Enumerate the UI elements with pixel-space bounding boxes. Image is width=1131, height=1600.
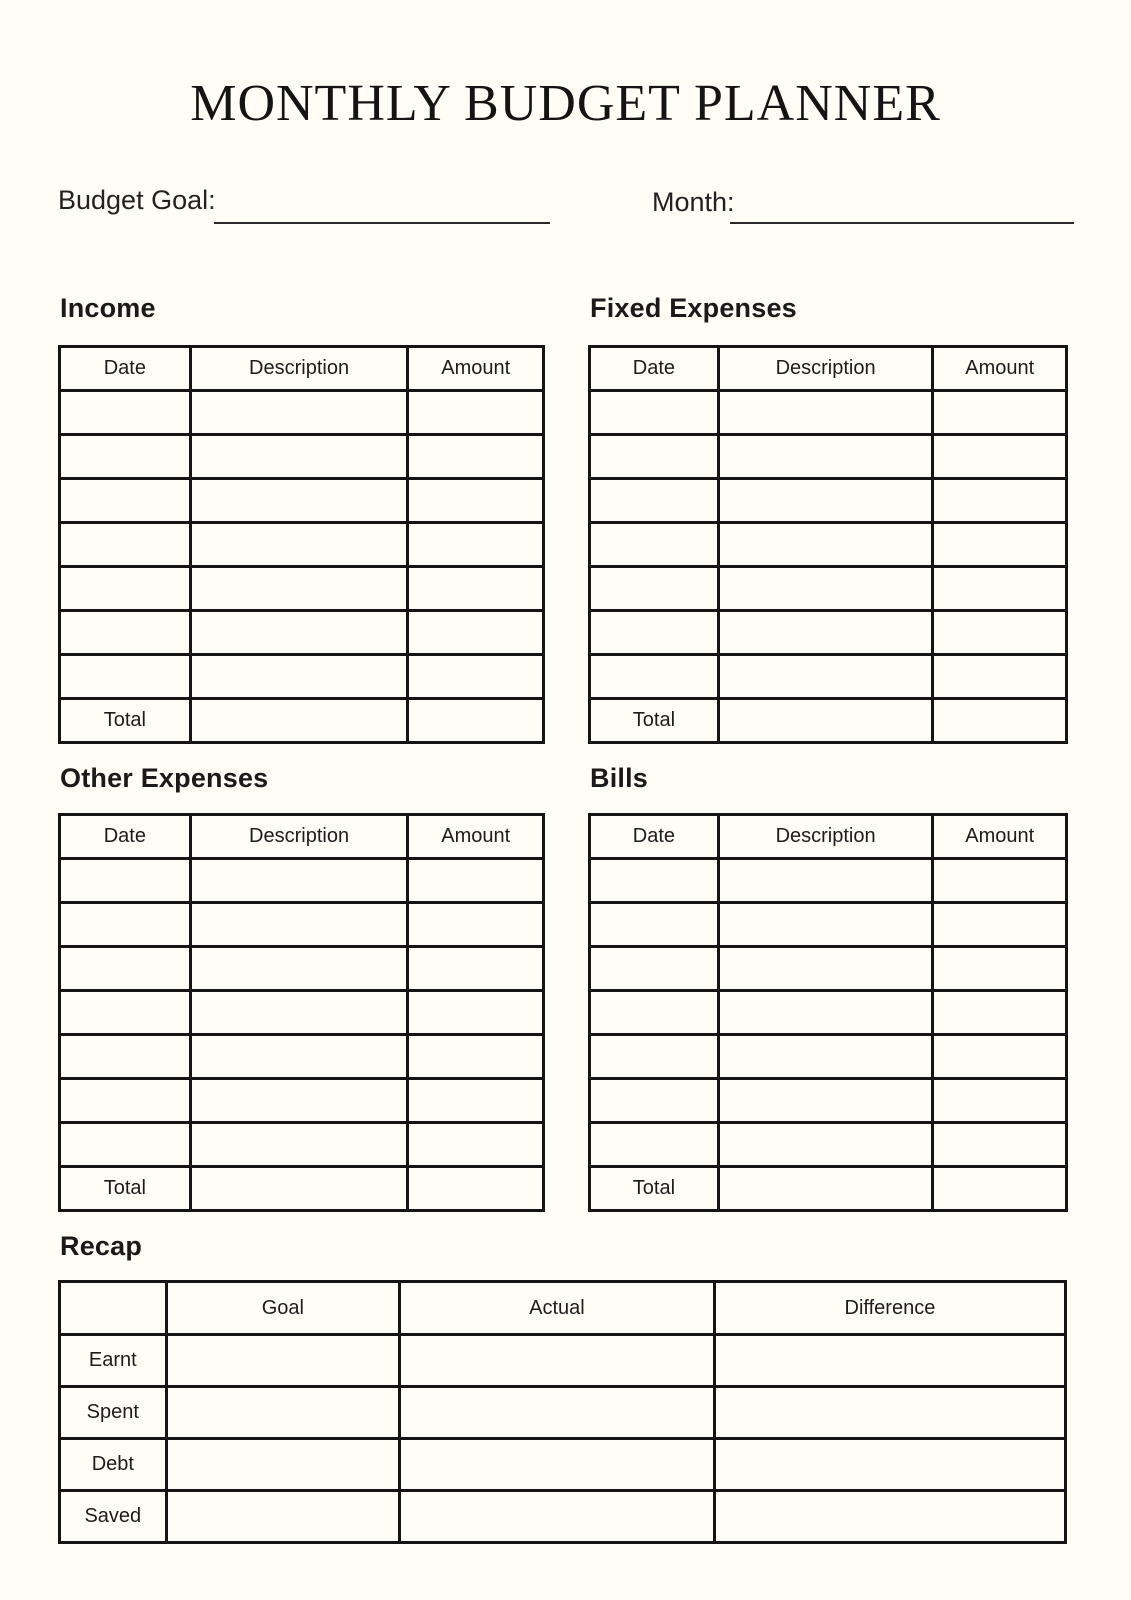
entry-cell[interactable] <box>590 1079 719 1123</box>
entry-row <box>60 903 544 947</box>
entry-cell[interactable] <box>190 435 408 479</box>
entry-cell[interactable] <box>590 655 719 699</box>
entry-cell[interactable] <box>933 435 1067 479</box>
entry-cell[interactable] <box>408 523 544 567</box>
entry-cell[interactable] <box>190 1035 408 1079</box>
header-row <box>590 347 1067 391</box>
entry-cell[interactable] <box>933 479 1067 523</box>
recap-column-difference: Difference <box>714 1282 1065 1335</box>
income-heading: Income <box>60 293 156 323</box>
total-description-cell[interactable] <box>190 699 408 743</box>
entry-cell[interactable] <box>60 991 191 1035</box>
bills-table <box>588 813 1068 1212</box>
recap-row-saved <box>60 1491 1066 1543</box>
recap-row-earnt <box>60 1335 1066 1387</box>
entry-cell[interactable] <box>408 947 544 991</box>
entry-cell[interactable] <box>190 903 408 947</box>
entry-cell[interactable] <box>718 1035 933 1079</box>
recap-cell[interactable] <box>400 1491 715 1543</box>
total-description-cell[interactable] <box>718 1167 933 1211</box>
recap-cell[interactable] <box>714 1387 1065 1439</box>
entry-cell[interactable] <box>933 655 1067 699</box>
entry-cell[interactable] <box>190 655 408 699</box>
entry-row <box>60 567 544 611</box>
entry-cell[interactable] <box>718 859 933 903</box>
entry-row <box>590 1123 1067 1167</box>
entry-cell[interactable] <box>590 903 719 947</box>
recap-cell[interactable] <box>166 1439 399 1491</box>
entry-cell[interactable] <box>408 655 544 699</box>
entry-cell[interactable] <box>718 435 933 479</box>
other-expenses-section <box>58 760 545 1212</box>
recap-row-label: Spent <box>60 1387 167 1439</box>
column-header-amount: Amount <box>408 347 544 391</box>
entry-cell[interactable] <box>60 859 191 903</box>
recap-row-label: Earnt <box>60 1335 167 1387</box>
total-amount-cell[interactable] <box>408 699 544 743</box>
income-section <box>58 290 545 744</box>
recap-cell[interactable] <box>166 1387 399 1439</box>
entry-row <box>60 1123 544 1167</box>
total-label: Total <box>60 1167 191 1211</box>
column-header-amount: Amount <box>933 347 1067 391</box>
entry-cell[interactable] <box>190 479 408 523</box>
entry-row <box>590 655 1067 699</box>
column-header-date: Date <box>590 815 719 859</box>
entry-row <box>60 655 544 699</box>
entry-cell[interactable] <box>590 391 719 435</box>
recap-section <box>58 1228 1067 1544</box>
entry-cell[interactable] <box>60 523 191 567</box>
entry-cell[interactable] <box>933 1079 1067 1123</box>
budget-goal-label: Budget Goal: <box>58 185 216 215</box>
total-label: Total <box>590 699 719 743</box>
entry-cell[interactable] <box>60 1035 191 1079</box>
total-row <box>590 699 1067 743</box>
entry-cell[interactable] <box>190 391 408 435</box>
entry-cell[interactable] <box>408 903 544 947</box>
entry-cell[interactable] <box>60 655 191 699</box>
total-row <box>590 1167 1067 1211</box>
header-row <box>60 347 544 391</box>
recap-cell[interactable] <box>714 1491 1065 1543</box>
entry-row <box>60 435 544 479</box>
entry-cell[interactable] <box>190 567 408 611</box>
entry-cell[interactable] <box>590 611 719 655</box>
month-input[interactable] <box>730 186 1074 224</box>
entry-cell[interactable] <box>718 479 933 523</box>
entry-row <box>590 1035 1067 1079</box>
recap-corner-cell <box>60 1282 167 1335</box>
total-description-cell[interactable] <box>718 699 933 743</box>
entry-row <box>590 523 1067 567</box>
entry-row <box>60 523 544 567</box>
entry-cell[interactable] <box>590 567 719 611</box>
recap-column-actual: Actual <box>400 1282 715 1335</box>
other-expenses-table <box>58 813 545 1212</box>
entry-cell[interactable] <box>933 1123 1067 1167</box>
entry-row <box>590 391 1067 435</box>
entry-cell[interactable] <box>190 859 408 903</box>
entry-row <box>60 611 544 655</box>
column-header-date: Date <box>60 815 191 859</box>
total-row <box>60 699 544 743</box>
entry-cell[interactable] <box>718 391 933 435</box>
entry-row <box>590 479 1067 523</box>
entry-cell[interactable] <box>408 1035 544 1079</box>
entry-cell[interactable] <box>718 611 933 655</box>
entry-cell[interactable] <box>60 947 191 991</box>
entry-cell[interactable] <box>190 1123 408 1167</box>
total-amount-cell[interactable] <box>933 1167 1067 1211</box>
entry-cell[interactable] <box>408 859 544 903</box>
entry-cell[interactable] <box>933 1035 1067 1079</box>
entry-cell[interactable] <box>190 947 408 991</box>
entry-cell[interactable] <box>60 1123 191 1167</box>
total-description-cell[interactable] <box>190 1167 408 1211</box>
entry-cell[interactable] <box>933 903 1067 947</box>
entry-cell[interactable] <box>590 859 719 903</box>
entry-cell[interactable] <box>408 567 544 611</box>
recap-row-spent <box>60 1387 1066 1439</box>
entry-cell[interactable] <box>933 391 1067 435</box>
entry-cell[interactable] <box>408 991 544 1035</box>
entry-row <box>60 859 544 903</box>
column-header-date: Date <box>60 347 191 391</box>
recap-row-label: Saved <box>60 1491 167 1543</box>
total-row <box>60 1167 544 1211</box>
fixed-expenses-heading: Fixed Expenses <box>590 293 797 323</box>
column-header-amount: Amount <box>408 815 544 859</box>
entry-cell[interactable] <box>60 903 191 947</box>
entry-row <box>60 479 544 523</box>
entry-cell[interactable] <box>190 523 408 567</box>
entry-cell[interactable] <box>933 567 1067 611</box>
column-header-amount: Amount <box>933 815 1067 859</box>
entry-cell[interactable] <box>590 991 719 1035</box>
entry-row <box>60 1035 544 1079</box>
entry-cell[interactable] <box>590 947 719 991</box>
recap-row-debt <box>60 1439 1066 1491</box>
entry-cell[interactable] <box>60 567 191 611</box>
page-title: MONTHLY BUDGET PLANNER <box>190 75 941 132</box>
entry-row <box>590 611 1067 655</box>
income-table <box>58 345 545 744</box>
column-header-description: Description <box>718 347 933 391</box>
entry-row <box>60 947 544 991</box>
recap-cell[interactable] <box>400 1335 715 1387</box>
entry-cell[interactable] <box>190 991 408 1035</box>
entry-cell[interactable] <box>408 435 544 479</box>
entry-cell[interactable] <box>718 567 933 611</box>
entry-row <box>590 903 1067 947</box>
entry-cell[interactable] <box>60 391 191 435</box>
entry-row <box>590 567 1067 611</box>
entry-cell[interactable] <box>590 479 719 523</box>
recap-heading: Recap <box>60 1231 143 1261</box>
entry-cell[interactable] <box>718 903 933 947</box>
entry-row <box>590 1079 1067 1123</box>
entry-cell[interactable] <box>408 479 544 523</box>
month-label: Month: <box>652 187 735 217</box>
column-header-date: Date <box>590 347 719 391</box>
entry-cell[interactable] <box>60 435 191 479</box>
total-amount-cell[interactable] <box>933 699 1067 743</box>
budget-goal-input[interactable] <box>214 186 550 224</box>
entry-cell[interactable] <box>718 947 933 991</box>
entry-cell[interactable] <box>718 523 933 567</box>
bills-heading: Bills <box>590 763 649 793</box>
column-header-description: Description <box>718 815 933 859</box>
entry-cell[interactable] <box>590 1035 719 1079</box>
recap-cell[interactable] <box>166 1491 399 1543</box>
entry-cell[interactable] <box>408 391 544 435</box>
recap-header-row <box>60 1282 1066 1335</box>
entry-row <box>590 859 1067 903</box>
fixed-expenses-section <box>588 290 1068 744</box>
recap-cell[interactable] <box>714 1439 1065 1491</box>
entry-cell[interactable] <box>60 611 191 655</box>
entry-cell[interactable] <box>933 523 1067 567</box>
fixed-expenses-table <box>588 345 1068 744</box>
entry-row <box>590 991 1067 1035</box>
entry-cell[interactable] <box>60 1079 191 1123</box>
recap-column-goal: Goal <box>166 1282 399 1335</box>
other-expenses-heading: Other Expenses <box>60 763 269 793</box>
entry-cell[interactable] <box>590 1123 719 1167</box>
entry-cell[interactable] <box>60 479 191 523</box>
recap-cell[interactable] <box>400 1387 715 1439</box>
entry-row <box>590 947 1067 991</box>
entry-cell[interactable] <box>933 611 1067 655</box>
entry-cell[interactable] <box>408 611 544 655</box>
entry-cell[interactable] <box>408 1123 544 1167</box>
entry-row <box>60 391 544 435</box>
entry-row <box>60 1079 544 1123</box>
recap-cell[interactable] <box>166 1335 399 1387</box>
recap-cell[interactable] <box>714 1335 1065 1387</box>
entry-cell[interactable] <box>718 1079 933 1123</box>
total-label: Total <box>590 1167 719 1211</box>
entry-row <box>60 991 544 1035</box>
entry-cell[interactable] <box>933 947 1067 991</box>
total-label: Total <box>60 699 191 743</box>
recap-cell[interactable] <box>400 1439 715 1491</box>
header-row <box>60 815 544 859</box>
entry-cell[interactable] <box>408 1079 544 1123</box>
entry-cell[interactable] <box>718 1123 933 1167</box>
entry-cell[interactable] <box>933 859 1067 903</box>
bills-section <box>588 760 1068 1212</box>
recap-table <box>58 1280 1067 1544</box>
entry-cell[interactable] <box>190 1079 408 1123</box>
entry-cell[interactable] <box>590 435 719 479</box>
column-header-description: Description <box>190 815 408 859</box>
header-row <box>590 815 1067 859</box>
recap-row-label: Debt <box>60 1439 167 1491</box>
entry-cell[interactable] <box>190 611 408 655</box>
total-amount-cell[interactable] <box>408 1167 544 1211</box>
entry-cell[interactable] <box>590 523 719 567</box>
entry-cell[interactable] <box>718 991 933 1035</box>
entry-cell[interactable] <box>933 991 1067 1035</box>
entry-row <box>590 435 1067 479</box>
entry-cell[interactable] <box>718 655 933 699</box>
column-header-description: Description <box>190 347 408 391</box>
